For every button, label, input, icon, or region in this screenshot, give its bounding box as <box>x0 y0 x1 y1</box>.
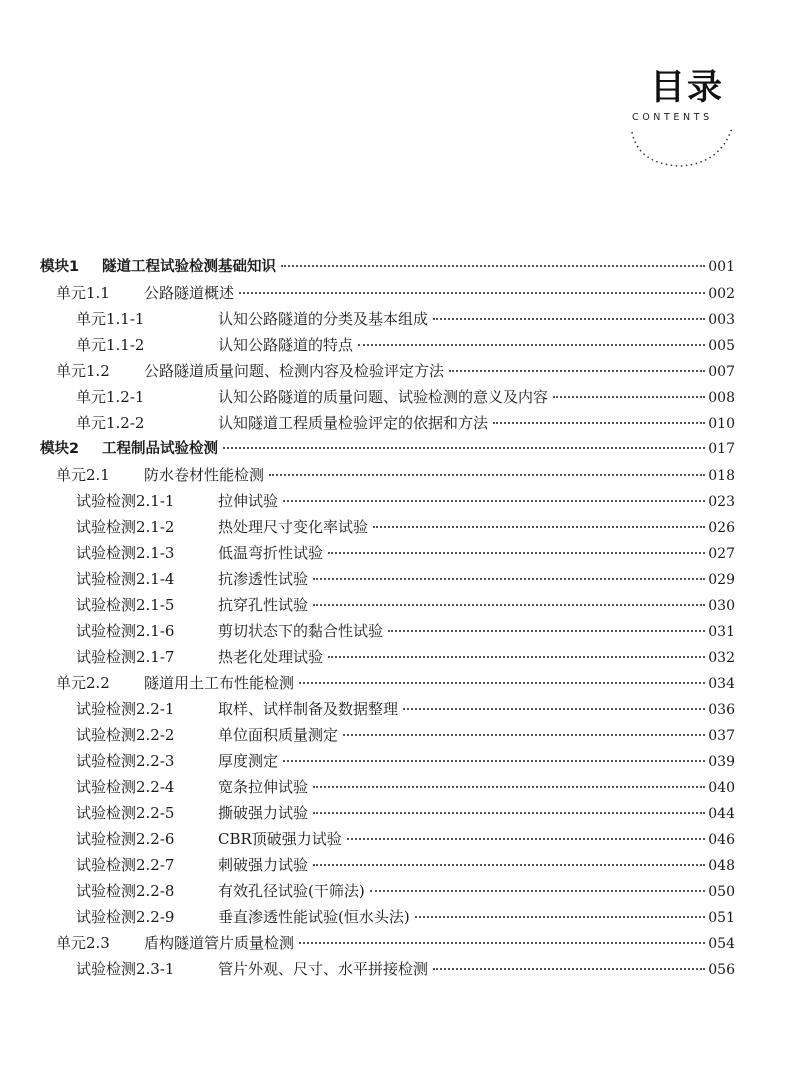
toc-entry[interactable] <box>40 696 735 722</box>
toc-entry-number: 单元1.2-2 <box>76 414 145 432</box>
toc-entry[interactable] <box>40 774 735 800</box>
leader-dots <box>347 837 705 840</box>
toc-entry-number: 单元1.2-1 <box>76 388 145 406</box>
leader-dots <box>313 863 705 866</box>
toc-entry-title: 隧道工程试验检测基础知识 <box>102 259 276 275</box>
toc-entry[interactable] <box>40 384 735 410</box>
leader-dots <box>281 264 705 267</box>
leader-dots <box>223 446 705 449</box>
toc-entry-title: 刺破强力试验 <box>218 856 309 874</box>
leader-dots <box>415 915 706 918</box>
toc-entry-page: 034 <box>708 676 735 692</box>
toc-entry-page: 054 <box>708 936 735 952</box>
toc-entry-number: 模块2 <box>40 441 80 457</box>
toc-entry-number: 试验检测2.2-7 <box>76 856 175 874</box>
toc-entry-title: 公路隧道质量问题、检测内容及检验评定方法 <box>144 362 445 380</box>
toc-entry-title: 宽条拉伸试验 <box>218 778 309 796</box>
toc-entry-number: 单元1.2 <box>56 362 110 380</box>
toc-entry[interactable] <box>40 462 735 488</box>
toc-entry-page: 008 <box>708 390 735 406</box>
toc-entry-title: 厚度测定 <box>218 752 279 770</box>
toc-entry-number: 试验检测2.2-6 <box>76 830 175 848</box>
toc-entry-number: 试验检测2.1-3 <box>76 544 175 562</box>
leader-dots <box>269 473 705 476</box>
leader-dots <box>433 317 705 320</box>
toc-entry-number: 试验检测2.2-1 <box>76 700 175 718</box>
toc-entry-title: 拉伸试验 <box>218 492 279 510</box>
toc-entry[interactable] <box>40 280 735 306</box>
toc-entry[interactable] <box>40 358 735 384</box>
toc-entry-number: 单元1.1-2 <box>76 336 145 354</box>
toc-entry[interactable] <box>40 956 735 982</box>
page-subtitle: CONTENTS <box>632 112 713 123</box>
toc-entry-page: 050 <box>708 884 735 900</box>
page-title: 目录 <box>650 67 725 108</box>
leader-dots <box>239 291 705 294</box>
toc-entry-page: 051 <box>708 910 735 926</box>
toc-entry-page: 010 <box>708 416 735 432</box>
toc-entry-title: 公路隧道概述 <box>144 284 235 302</box>
toc-entry-number: 单元1.1-1 <box>76 310 145 328</box>
leader-dots <box>313 811 705 814</box>
toc-entry[interactable] <box>40 878 735 904</box>
toc-entry-title: 有效孔径试验(干筛法) <box>218 882 365 900</box>
leader-dots <box>370 889 706 892</box>
toc-entry-page: 056 <box>708 962 735 978</box>
leader-dots <box>493 421 705 424</box>
toc-entry[interactable] <box>40 306 735 332</box>
toc-entry-number: 试验检测2.2-5 <box>76 804 175 822</box>
toc-entry-page: 039 <box>708 754 735 770</box>
toc-entry[interactable] <box>40 332 735 358</box>
toc-entry-title: 取样、试样制备及数据整理 <box>218 700 399 718</box>
leader-dots <box>313 785 705 788</box>
toc-entry-number: 试验检测2.1-5 <box>76 596 175 614</box>
toc-entry[interactable] <box>40 410 735 436</box>
toc-entry-page: 003 <box>708 312 735 328</box>
toc-entry[interactable] <box>40 514 735 540</box>
toc-entry-title: 盾构隧道管片质量检测 <box>144 934 295 952</box>
leader-dots <box>358 343 705 346</box>
toc-entry-title: 单位面积质量测定 <box>218 726 339 744</box>
leader-dots <box>283 499 705 502</box>
toc-entry[interactable] <box>40 722 735 748</box>
toc-entry-title: 认知公路隧道的质量问题、试验检测的意义及内容 <box>218 388 549 406</box>
toc-entry[interactable] <box>40 254 735 280</box>
leader-dots <box>283 759 705 762</box>
toc-entry-page: 026 <box>708 520 735 536</box>
toc-entry-number: 试验检测2.1-1 <box>76 492 175 510</box>
leader-dots <box>553 395 705 398</box>
toc-entry-number: 试验检测2.2-9 <box>76 908 175 926</box>
toc-entry-number: 单元2.3 <box>56 934 110 952</box>
toc-entry-page: 048 <box>708 858 735 874</box>
toc-entry-page: 017 <box>708 441 735 457</box>
toc-entry[interactable] <box>40 436 735 462</box>
toc-entry[interactable] <box>40 826 735 852</box>
toc-entry-page: 030 <box>708 598 735 614</box>
toc-entry-title: 防水卷材性能检测 <box>144 466 265 484</box>
leader-dots <box>299 681 705 684</box>
toc-entry-page: 031 <box>708 624 735 640</box>
leader-dots <box>433 967 705 970</box>
toc-entry-number: 试验检测2.2-8 <box>76 882 175 900</box>
toc-entry-number: 试验检测2.1-4 <box>76 570 175 588</box>
toc-entry-page: 023 <box>708 494 735 510</box>
toc-entry-page: 018 <box>708 468 735 484</box>
table-of-contents <box>40 254 735 982</box>
toc-entry-number: 试验检测2.2-3 <box>76 752 175 770</box>
leader-dots <box>373 525 705 528</box>
toc-entry-number: 试验检测2.2-2 <box>76 726 175 744</box>
toc-entry-title: 抗穿孔性试验 <box>218 596 309 614</box>
toc-entry[interactable] <box>40 644 735 670</box>
leader-dots <box>313 577 705 580</box>
toc-entry-page: 037 <box>708 728 735 744</box>
toc-entry-number: 单元2.1 <box>56 466 110 484</box>
leader-dots <box>313 603 705 606</box>
toc-entry-number: 试验检测2.1-6 <box>76 622 175 640</box>
toc-entry-title: 低温弯折性试验 <box>218 544 324 562</box>
toc-entry-title: 认知隧道工程质量检验评定的依据和方法 <box>218 414 489 432</box>
toc-entry-title: 隧道用土工布性能检测 <box>144 674 295 692</box>
leader-dots <box>328 551 705 554</box>
toc-entry-title: 垂直渗透性能试验(恒水头法) <box>218 908 410 926</box>
toc-entry-title: 认知公路隧道的特点 <box>218 336 354 354</box>
contents-header <box>620 68 750 178</box>
toc-entry-title: 工程制品试验检测 <box>102 441 218 457</box>
toc-entry[interactable] <box>40 800 735 826</box>
toc-entry-title: 热老化处理试验 <box>218 648 324 666</box>
toc-entry-title: 抗渗透性试验 <box>218 570 309 588</box>
toc-entry-number: 试验检测2.1-7 <box>76 648 175 666</box>
toc-entry-page: 032 <box>708 650 735 666</box>
leader-dots <box>328 655 705 658</box>
leader-dots <box>388 629 705 632</box>
leader-dots <box>343 733 705 736</box>
toc-entry-title: 剪切状态下的黏合性试验 <box>218 622 384 640</box>
leader-dots <box>299 941 705 944</box>
toc-entry-page: 036 <box>708 702 735 718</box>
toc-entry-title: 热处理尺寸变化率试验 <box>218 518 369 536</box>
toc-entry-page: 007 <box>708 364 735 380</box>
toc-entry[interactable] <box>40 904 735 930</box>
toc-entry-page: 005 <box>708 338 735 354</box>
toc-entry[interactable] <box>40 566 735 592</box>
toc-entry[interactable] <box>40 748 735 774</box>
toc-entry[interactable] <box>40 618 735 644</box>
toc-entry[interactable] <box>40 670 735 696</box>
toc-entry-number: 单元1.1 <box>56 284 110 302</box>
toc-entry-page: 046 <box>708 832 735 848</box>
toc-entry-title: 撕破强力试验 <box>218 804 309 822</box>
toc-entry-number: 试验检测2.1-2 <box>76 518 175 536</box>
toc-entry[interactable] <box>40 930 735 956</box>
toc-entry[interactable] <box>40 592 735 618</box>
toc-entry-number: 试验检测2.2-4 <box>76 778 175 796</box>
leader-dots <box>449 369 705 372</box>
toc-entry-number: 模块1 <box>40 259 80 275</box>
toc-entry-page: 029 <box>708 572 735 588</box>
toc-entry-title: CBR顶破强力试验 <box>218 830 342 848</box>
toc-entry-page: 040 <box>708 780 735 796</box>
toc-entry-page: 027 <box>708 546 735 562</box>
toc-entry-page: 001 <box>708 259 735 275</box>
toc-entry[interactable] <box>40 852 735 878</box>
toc-entry[interactable] <box>40 488 735 514</box>
toc-entry-page: 044 <box>708 806 735 822</box>
toc-entry-title: 认知公路隧道的分类及基本组成 <box>218 310 429 328</box>
toc-entry-title: 管片外观、尺寸、水平拼接检测 <box>218 960 429 978</box>
toc-entry[interactable] <box>40 540 735 566</box>
toc-entry-page: 002 <box>708 286 735 302</box>
toc-entry-number: 单元2.2 <box>56 674 110 692</box>
toc-entry-number: 试验检测2.3-1 <box>76 960 175 978</box>
leader-dots <box>403 707 705 710</box>
